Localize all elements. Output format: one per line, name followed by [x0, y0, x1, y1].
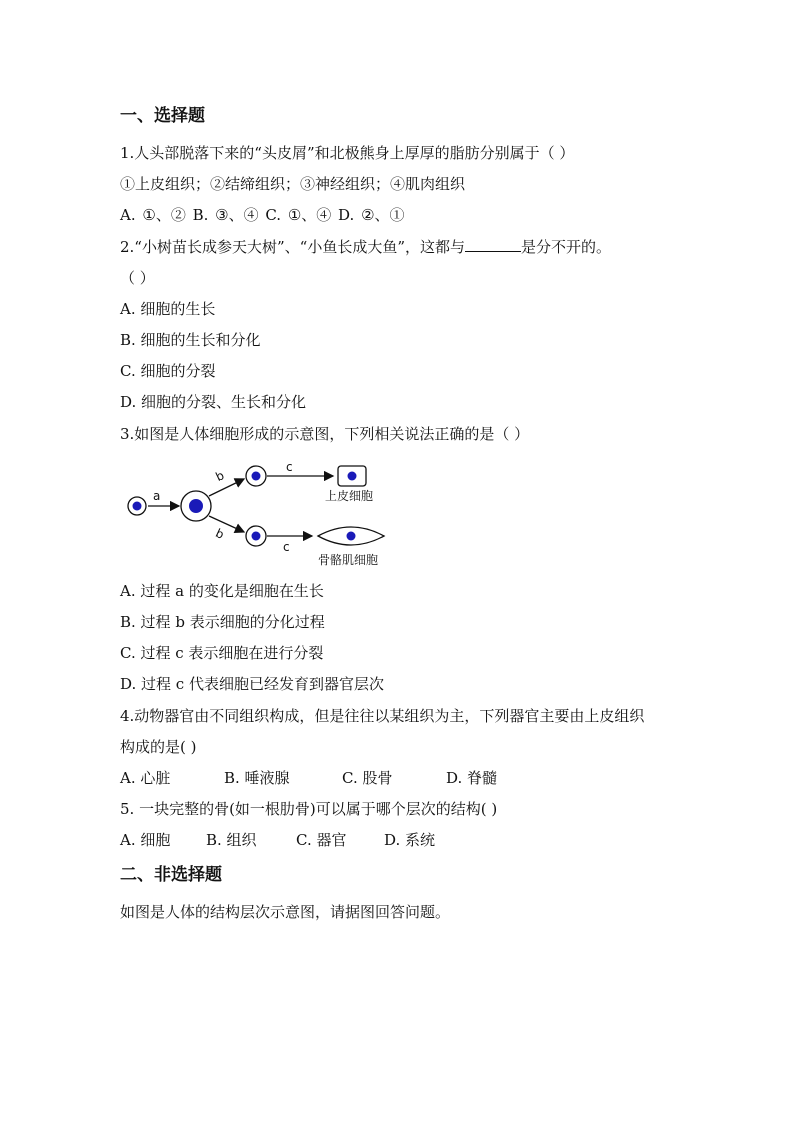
q2-option-b: B. 细胞的生长和分化 [120, 331, 261, 349]
q3-option-d: D. 过程 c 代表细胞已经发育到器官层次 [120, 675, 384, 693]
section-heading-nonchoice: 二、非选择题 [120, 865, 222, 885]
q4-stem-line2: 构成的是( ) [120, 738, 197, 756]
q4-options [120, 768, 497, 788]
q5-options [120, 830, 435, 850]
label-a: a [153, 489, 161, 503]
daughter-cell-bottom-nucleus [252, 532, 261, 541]
cell-formation-diagram [120, 460, 400, 572]
q4-option-a: A. 心脏 [120, 769, 171, 787]
q3-option-a: A. 过程 a 的变化是细胞在生长 [120, 582, 324, 600]
label-c-bottom: c [283, 540, 290, 554]
label-epithelial: 上皮细胞 [325, 489, 374, 503]
label-c-top: c [286, 460, 293, 474]
q2-blank [465, 237, 521, 252]
q2-stem-after: 是分不开的。 [521, 238, 612, 256]
q3-option-b: B. 过程 b 表示细胞的分化过程 [120, 613, 325, 631]
q1-list: ①上皮组织；②结缔组织；③神经组织；④肌肉组织 [120, 175, 466, 193]
q1-options: A. ①、② B. ③、④ C. ①、④ D. ②、① [120, 206, 405, 224]
small-cell-nucleus [133, 502, 142, 511]
epithelial-cell-nucleus [348, 472, 357, 481]
section2-intro: 如图是人体的结构层次示意图，请据图回答问题。 [120, 903, 451, 921]
q1-stem: 1.人头部脱落下来的“头皮屑”和北极熊身上厚厚的脂肪分别属于（ ） [120, 144, 575, 162]
q5-option-d: D. 系统 [384, 831, 436, 849]
arrow-b-top [209, 479, 244, 496]
q2-option-c: C. 细胞的分裂 [120, 362, 216, 380]
q3-option-c: C. 过程 c 表示细胞在进行分裂 [120, 644, 324, 662]
q4-option-d: D. 脊髓 [446, 769, 498, 787]
q3-stem: 3.如图是人体细胞形成的示意图，下列相关说法正确的是（ ） [120, 425, 530, 443]
daughter-cell-top-nucleus [252, 472, 261, 481]
q2-stem [120, 237, 611, 257]
q5-option-c: C. 器官 [296, 831, 347, 849]
q2-paren: （ ） [120, 269, 155, 287]
section-heading-choice: 一、选择题 [120, 106, 205, 126]
grown-cell-nucleus [189, 499, 203, 513]
q2-option-d: D. 细胞的分裂、生长和分化 [120, 393, 307, 411]
q4-option-b: B. 唾液腺 [224, 769, 290, 787]
q5-option-b: B. 组织 [206, 831, 257, 849]
q5-stem: 5. 一块完整的骨(如一根肋骨)可以属于哪个层次的结构( ) [120, 800, 498, 818]
q4-option-c: C. 股骨 [342, 769, 393, 787]
q2-stem-before: 2.“小树苗长成参天大树”、“小鱼长成大鱼”，这都与 [120, 238, 465, 256]
q4-stem-line1: 4.动物器官由不同组织构成，但是往往以某组织为主，下列器官主要由上皮组织 [120, 707, 645, 725]
label-muscle: 骨骼肌细胞 [318, 553, 379, 567]
q2-option-a: A. 细胞的生长 [120, 300, 216, 318]
arrow-b-bottom [209, 516, 244, 532]
label-b-top: b [213, 468, 227, 485]
q5-option-a: A. 细胞 [120, 831, 171, 849]
label-b-bottom: b [213, 525, 227, 542]
muscle-cell-nucleus [347, 532, 356, 541]
